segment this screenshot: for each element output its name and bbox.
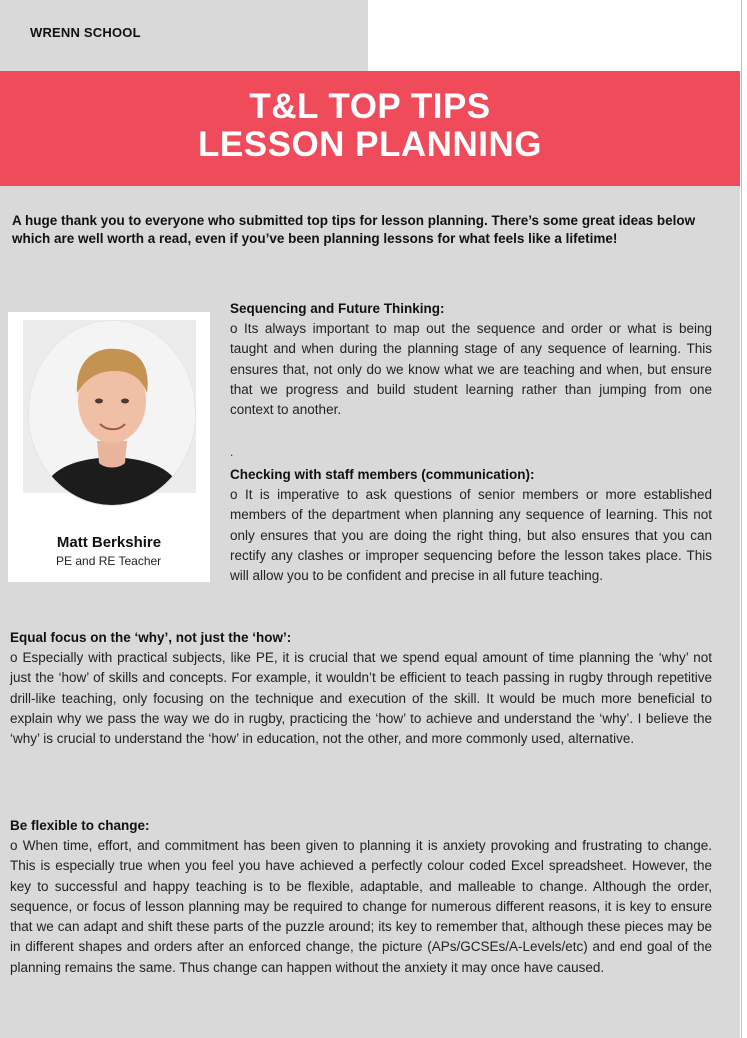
banner-title-line1: T&L TOP TIPS [249, 87, 491, 126]
tip-communication [230, 465, 712, 586]
profile-card [8, 312, 210, 582]
tip-body: o Especially with practical subjects, like PE, it is crucial that we spend equal amount of time planning the ‘why’ not just the ‘how’ of skills and concepts. For example, it wouldn’t be efficient to teach passing in rugby through repetitive drill-like teaching, only focusing on the technique and execution of the skill. It would be much more beneficial to explain why we pass the way we do in rugby, practicing the ‘how’ to achieve and understand the ‘why’. I believe the ‘why’ is crucial to understand the ‘how’ in education, not the other, and more commonly used, alternative. [10, 650, 712, 747]
intro-paragraph: A huge thank you to everyone who submitted top tips for lesson planning. There’s some great ideas below which are well worth a read, even if you’ve been planning lessons for what feels like a lifetime! [12, 213, 696, 246]
tip-heading: Sequencing and Future Thinking: [230, 301, 445, 316]
separator-dot: . [230, 445, 234, 459]
school-name: WRENN SCHOOL [30, 25, 141, 40]
tip-heading: Checking with staff members (communication): [230, 467, 535, 482]
header-white-panel [368, 0, 740, 71]
person-role: PE and RE Teacher [56, 554, 162, 568]
profile-photo [28, 320, 196, 506]
tip-heading: Be flexible to change: [10, 818, 150, 833]
title-banner [0, 71, 740, 186]
person-name: Matt Berkshire [56, 534, 162, 551]
tip-sequencing [230, 299, 712, 420]
banner-title-line2: LESSON PLANNING [198, 125, 542, 164]
tip-why-not-how [10, 628, 712, 749]
tip-body: o It is imperative to ask questions of senior members or more established members of the department when planning any sequence of learning. This not only ensures that you are doing the right thing, but also ensures that you can rectify any clashes or improper sequencing before the lesson takes place. This will allow you to be confident and precise in all future teaching. [230, 487, 712, 584]
tip-flexible [10, 816, 712, 978]
tip-body: o When time, effort, and commitment has been given to planning it is anxiety provoking and frustrating to change. This is especially true when you feel you have achieved a perfectly colour coded Excel spreadsheet. However, the key to successful and happy teaching is to be flexible, adaptable, and malleable to change. Although the order, sequence, or focus of lesson planning may be required to change for numerous different reasons, it is key to ensure that we can adapt and shift these parts of the puzzle around; its key to remember that, although these pieces may be in different shapes and orders after an enforced change, the picture (APs/GCSEs/A-Levels/etc) and end goal of the planning remains the same. Thus change can happen without the anxiety it may once have caused. [10, 838, 712, 975]
profile-photo-illustration [29, 321, 195, 505]
tip-body: o Its always important to map out the sequence and order or what is being taught and when during the planning stage of any sequence of learning. This ensures that, not only do we know what we are teaching and when, but ensure that we progress and build student learning rather than jumping from one context to another. [230, 321, 712, 418]
page-edge-line [741, 0, 742, 1038]
tip-heading: Equal focus on the ‘why’, not just the ‘how’: [10, 630, 292, 645]
